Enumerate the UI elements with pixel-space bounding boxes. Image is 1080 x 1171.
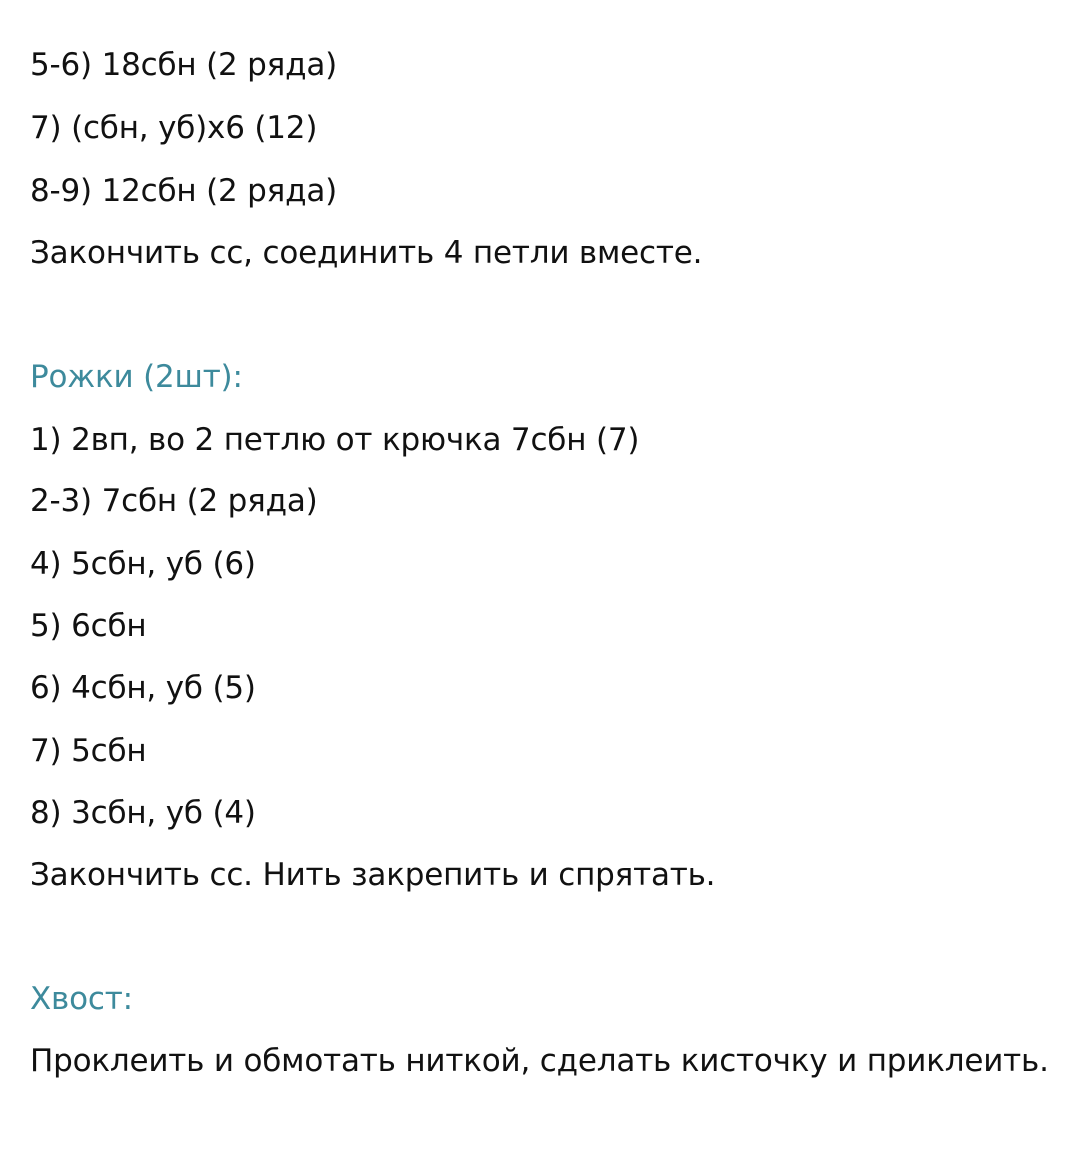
instruction-line: 5-6) 18сбн (2 ряда) (30, 47, 338, 83)
instruction-line: 5) 6сбн (30, 608, 147, 644)
instruction-line: 4) 5сбн, уб (6) (30, 546, 256, 582)
instruction-line: Проклеить и обмотать ниткой, сделать кисточку и приклеить. (30, 1043, 1049, 1079)
instruction-line: 8) 3сбн, уб (4) (30, 795, 256, 831)
instruction-line: Закончить сс. Нить закрепить и спрятать. (30, 857, 716, 893)
instruction-line: 8-9) 12сбн (2 ряда) (30, 173, 338, 209)
instruction-line: 2-3) 7сбн (2 ряда) (30, 483, 318, 519)
instruction-line: Закончить сс, соединить 4 петли вместе. (30, 235, 703, 271)
instruction-line: 7) 5сбн (30, 733, 147, 769)
section-title-tail: Хвост: (30, 981, 133, 1017)
instruction-line: 7) (сбн, уб)х6 (12) (30, 110, 318, 146)
section-title-horns: Рожки (2шт): (30, 359, 243, 395)
instruction-line: 1) 2вп, во 2 петлю от крючка 7сбн (7) (30, 422, 640, 458)
instruction-line: 6) 4сбн, уб (5) (30, 670, 256, 706)
